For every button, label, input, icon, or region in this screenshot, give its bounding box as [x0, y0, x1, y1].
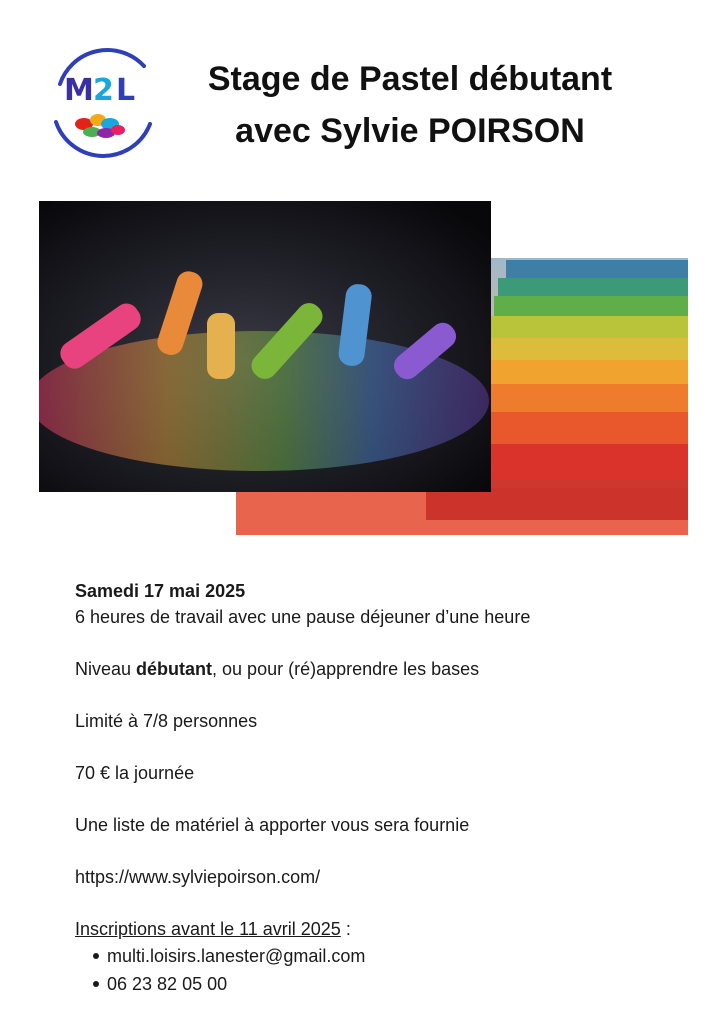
- page-title-line1: Stage de Pastel débutant: [207, 60, 613, 98]
- level-prefix: Niveau: [75, 659, 137, 679]
- event-schedule: 6 heures de travail avec une pause déjeuner d’une heure: [75, 607, 531, 627]
- m2l-logo: [46, 44, 158, 160]
- event-materials: Une liste de matériel à apporter vous sera fournie: [75, 815, 470, 835]
- m2l-logo-graphic: [46, 44, 158, 160]
- svg-text:2: 2: [93, 73, 114, 108]
- event-date: Samedi 17 mai 2025: [75, 581, 246, 601]
- contact-list: [75, 942, 675, 998]
- level-suffix: , ou pour (ré)apprendre les bases: [212, 659, 480, 679]
- registration-heading: [75, 916, 675, 942]
- event-price: 70 € la journée: [75, 763, 195, 783]
- event-level: [75, 656, 675, 682]
- registration-suffix: :: [340, 919, 351, 939]
- event-limit: Limité à 7/8 personnes: [75, 711, 258, 731]
- page-title-line2: avec Sylvie POIRSON: [235, 112, 585, 150]
- registration-label: Inscriptions avant le 11 avril 2025: [75, 919, 341, 939]
- event-details: [75, 578, 675, 998]
- svg-text:L: L: [116, 73, 136, 108]
- hands-icon: [75, 114, 125, 138]
- pastel-sticks-image: [39, 201, 491, 492]
- svg-text:M: M: [64, 73, 94, 108]
- contact-phone[interactable]: 06 23 82 05 00: [107, 970, 675, 998]
- contact-email[interactable]: multi.loisirs.lanester@gmail.com: [107, 942, 675, 970]
- website-link[interactable]: https://www.sylviepoirson.com/: [75, 867, 321, 887]
- level-bold: débutant: [136, 659, 213, 679]
